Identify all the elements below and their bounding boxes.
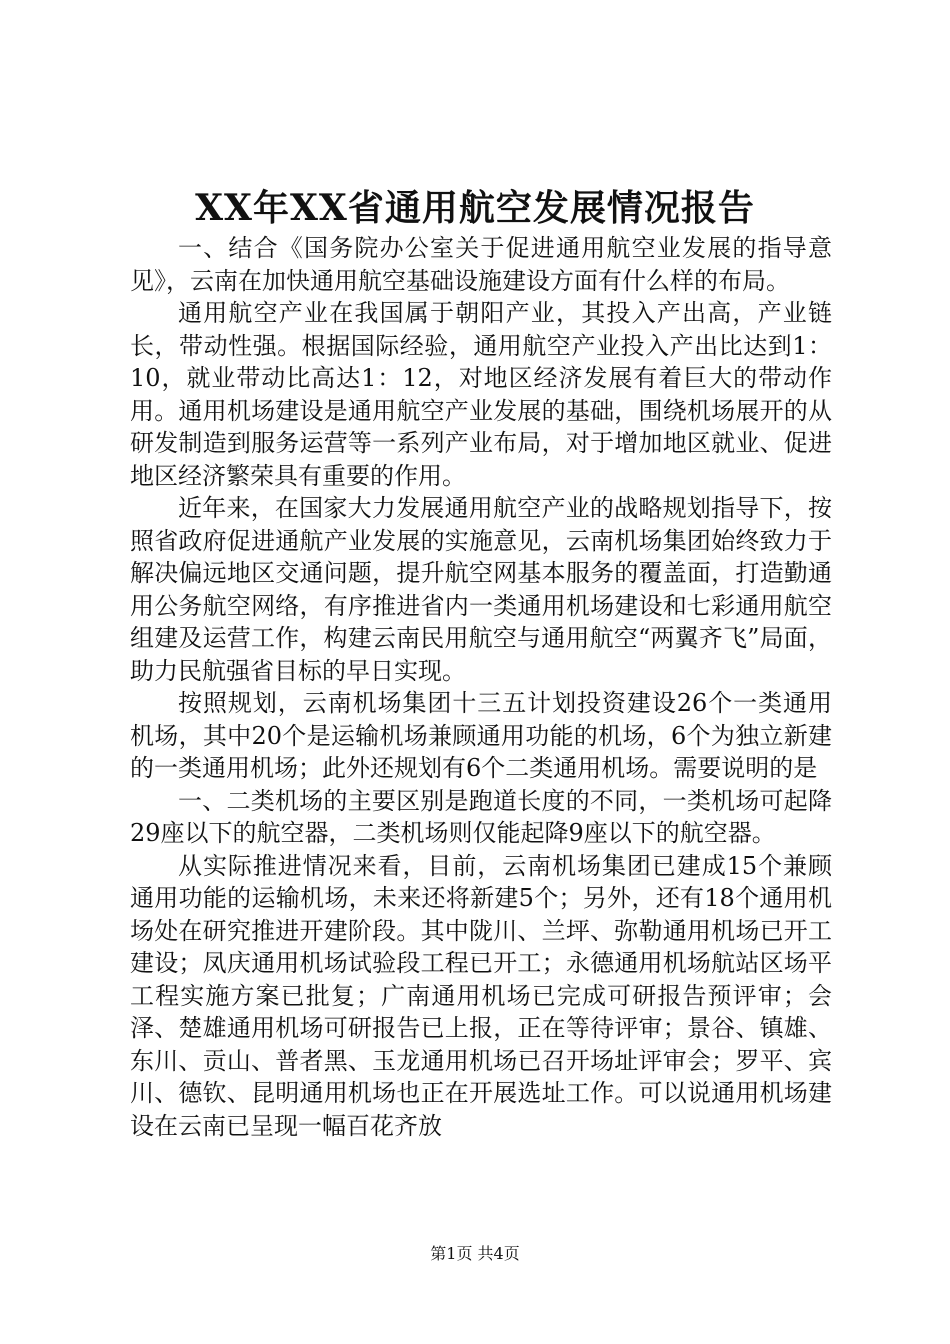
paragraph-3: 近年来，在国家大力发展通用航空产业的战略规划指导下，按照省政府促进通航产业发展的实施意见，云南机场集团始终致力于解决偏远地区交通问题，提升航空网基本服务的覆盖面，打造勤通用公务航空网络，有序推进省内一类通用机场建设和七彩通用航空组建及运营工作，构建云南民用航空与通用航空“两翼齐飞”局面，助力民航强省目标的早日实现。 [130,494,832,685]
page-footer: 第1页 共4页 [430,1244,520,1263]
paragraph-4: 按照规划，云南机场集团十三五计划投资建设26个一类通用机场，其中20个是运输机场兼顾通用功能的机场，6个为独立新建的一类通用机场；此外还规划有6个二类通用机场。需要说明的是 [130,689,832,782]
document-title: XX年XX省通用航空发展情况报告 [195,187,755,229]
paragraph-1: 一、结合《国务院办公室关于促进通用航空业发展的指导意见》，云南在加快通用航空基础设施建设方面有什么样的布局。 [130,234,832,295]
paragraph-5: 一、二类机场的主要区别是跑道长度的不同，一类机场可起降29座以下的航空器，二类机场则仅能起降9座以下的航空器。 [130,786,832,847]
paragraph-6: 从实际推进情况来看，目前，云南机场集团已建成15个兼顾通用功能的运输机场，未来还将新建5个；另外，还有18个通用机场处在研究推进开建阶段。其中陇川、兰坪、弥勒通用机场已开工建设；凤庆通用机场试验段工程已开工；永德通用机场航站区场平工程实施方案已批复；广南通用机场已完成可研报告预评审；会泽、楚雄通用机场可研报告已上报，正在等待评审；景谷、镇雄、东川、贡山、普者黑、玉龙通用机场已召开场址评审会；罗平、宾川、德钦、昆明通用机场也正在开展选址工作。可以说通用机场建设在云南已呈现一幅百花齐放 [130,851,832,1140]
document-body [130,232,832,1142]
paragraph-2: 通用航空产业在我国属于朝阳产业，其投入产出高，产业链长，带动性强。根据国际经验，通用航空产业投入产出比达到1：10，就业带动比高达1：12，对地区经济发展有着巨大的带动作用。通用机场建设是通用航空产业发展的基础，围绕机场展开的从研发制造到服务运营等一系列产业布局，对于增加地区就业、促进地区经济繁荣具有重要的作用。 [130,299,832,490]
